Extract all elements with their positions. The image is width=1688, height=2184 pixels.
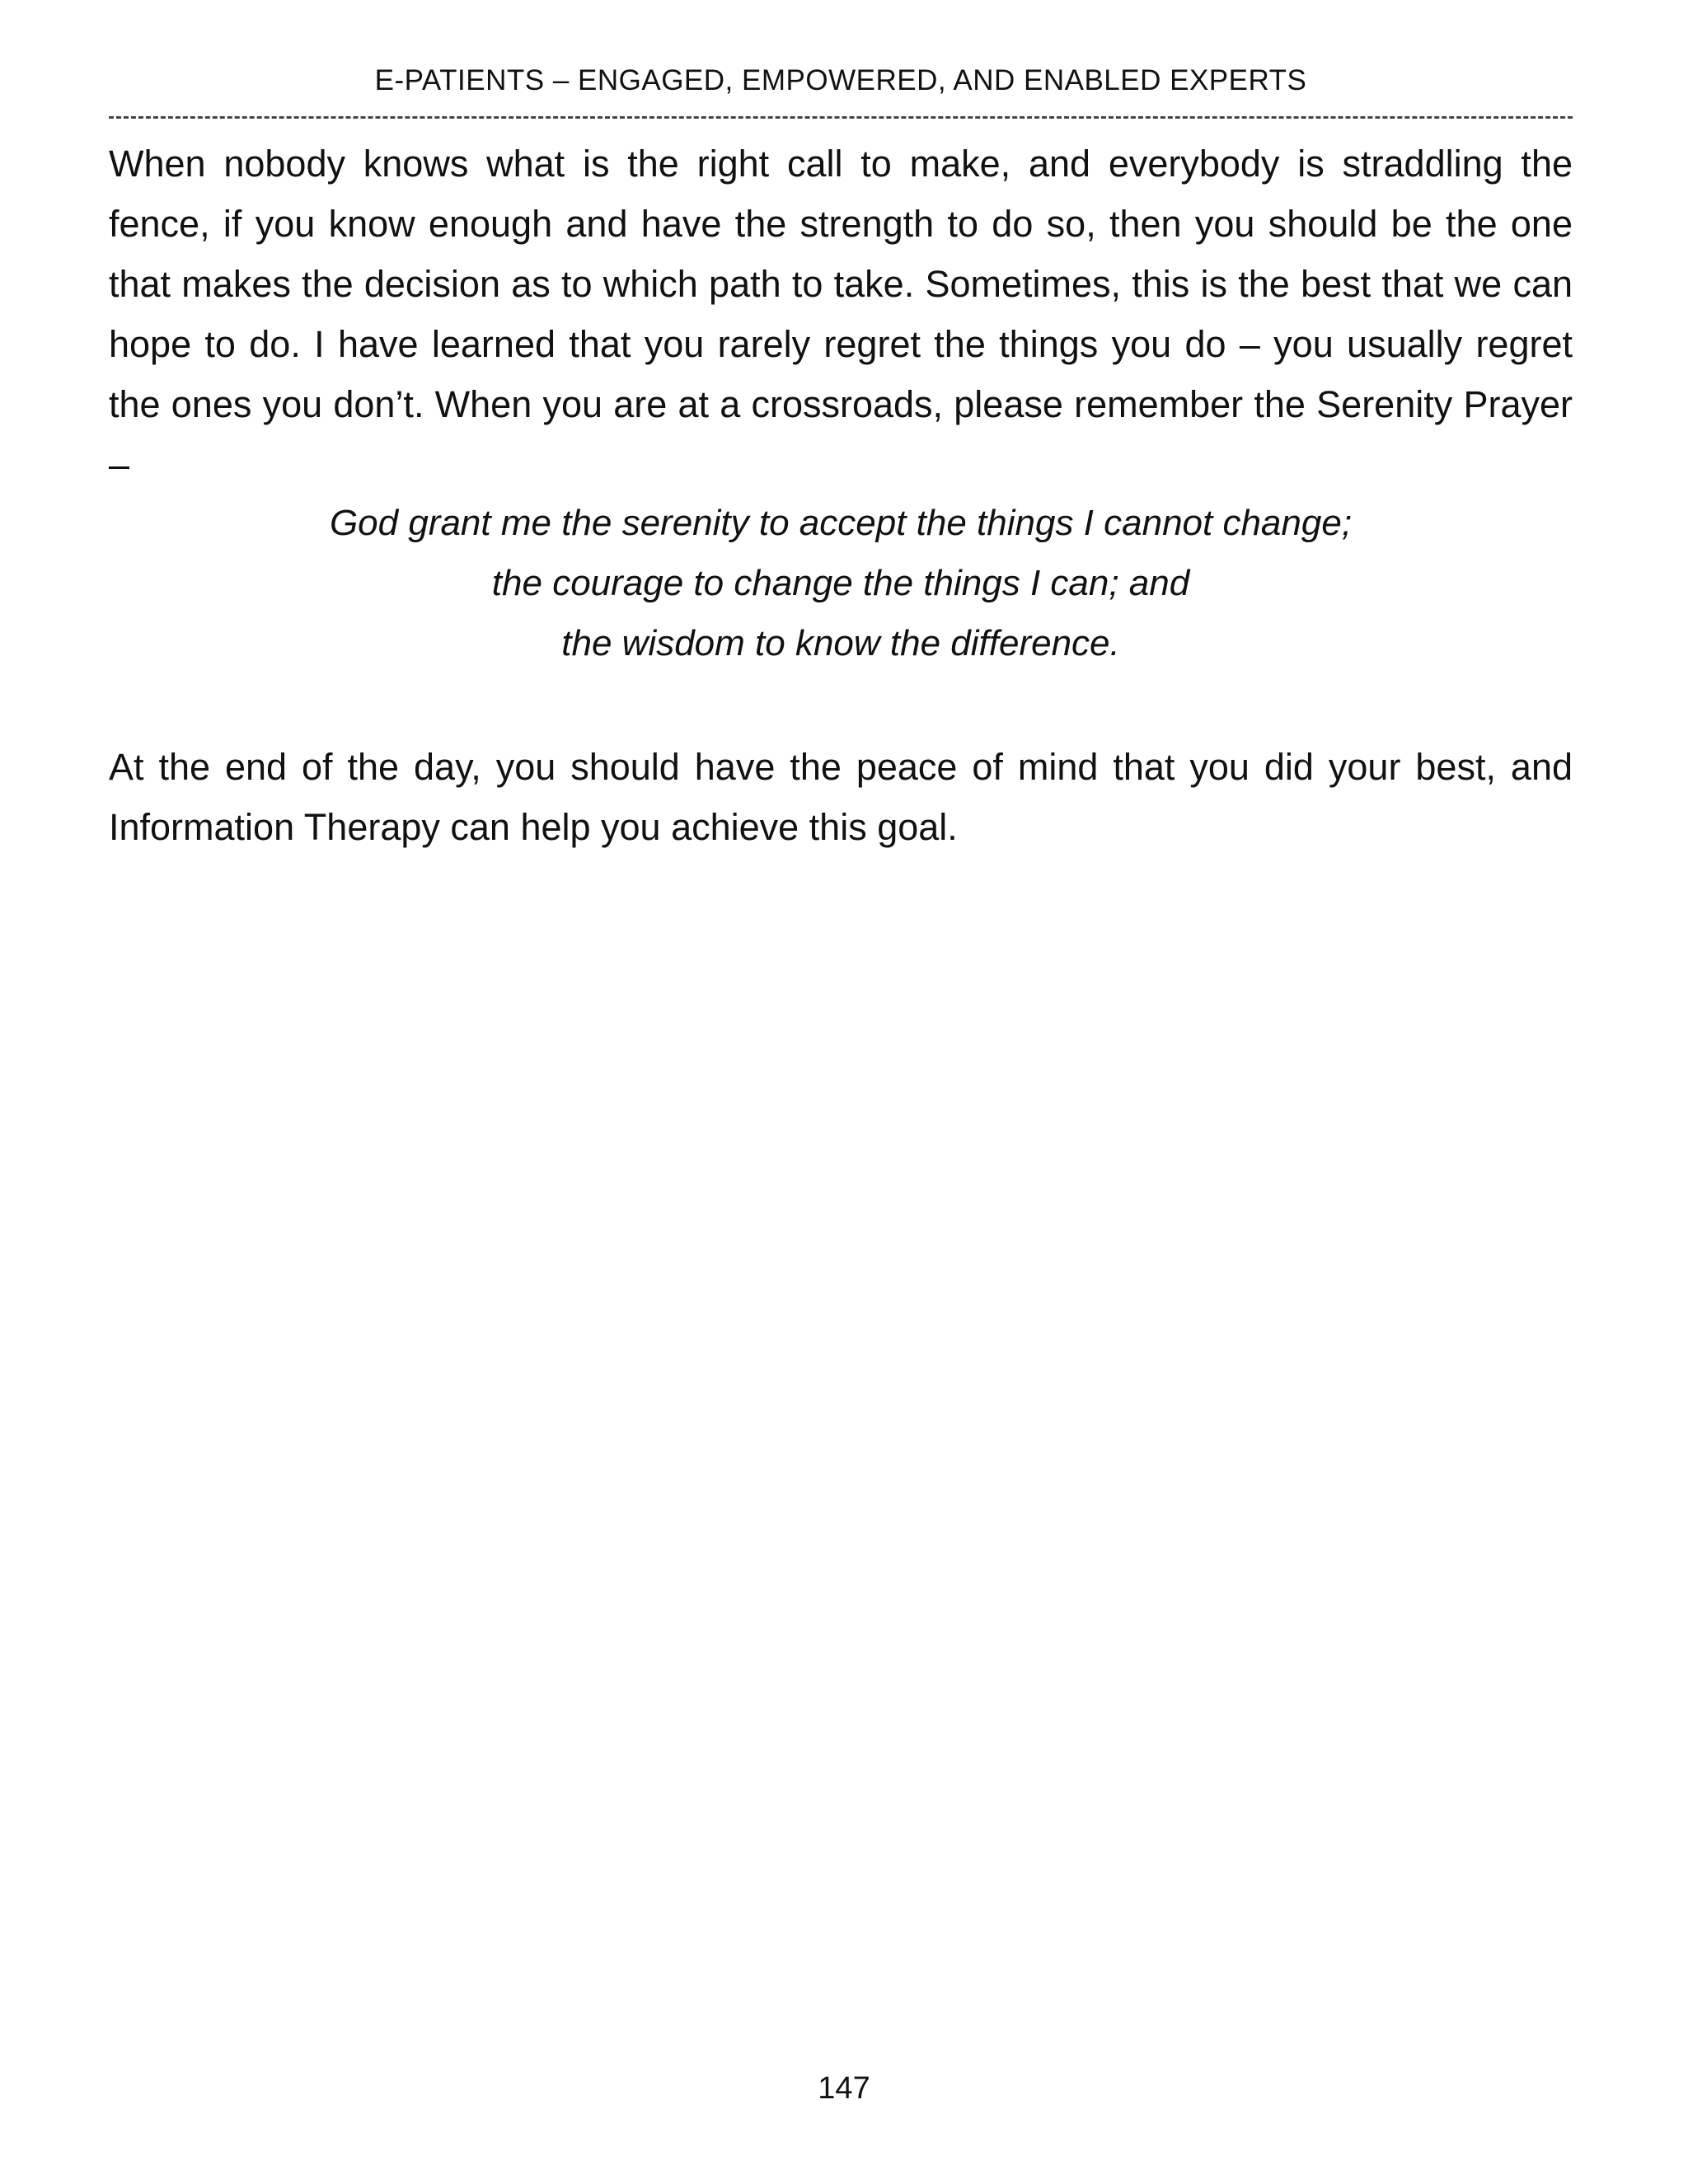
- body-paragraph-2: At the end of the day, you should have the peace of mind that you did your best, and Information Therapy can help you achieve this goal.: [109, 746, 1573, 848]
- body-paragraph-1: When nobody knows what is the right call to make, and everybody is straddling the fence, if you know enough and have the strength to do so, then you should be the one that makes the decision as to which path to take. Sometimes, this is the best that we can hope to do. I have learned that you rarely regret the things you do – you usually regret the ones you don’t. When you are at a crossroads, please remember the Serenity Prayer –: [109, 143, 1573, 485]
- prayer-line-3: the wisdom to know the difference.: [561, 623, 1120, 663]
- serenity-prayer-quote: [109, 493, 1573, 673]
- running-header: E-PATIENTS – ENGAGED, EMPOWERED, AND ENABLED EXPERTS: [374, 64, 1307, 96]
- prayer-line-2: the courage to change the things I can; and: [491, 563, 1190, 603]
- header-divider: [109, 116, 1573, 119]
- prayer-line-1: God grant me the serenity to accept the things I cannot change;: [329, 503, 1353, 543]
- page-number: 147: [818, 2071, 870, 2106]
